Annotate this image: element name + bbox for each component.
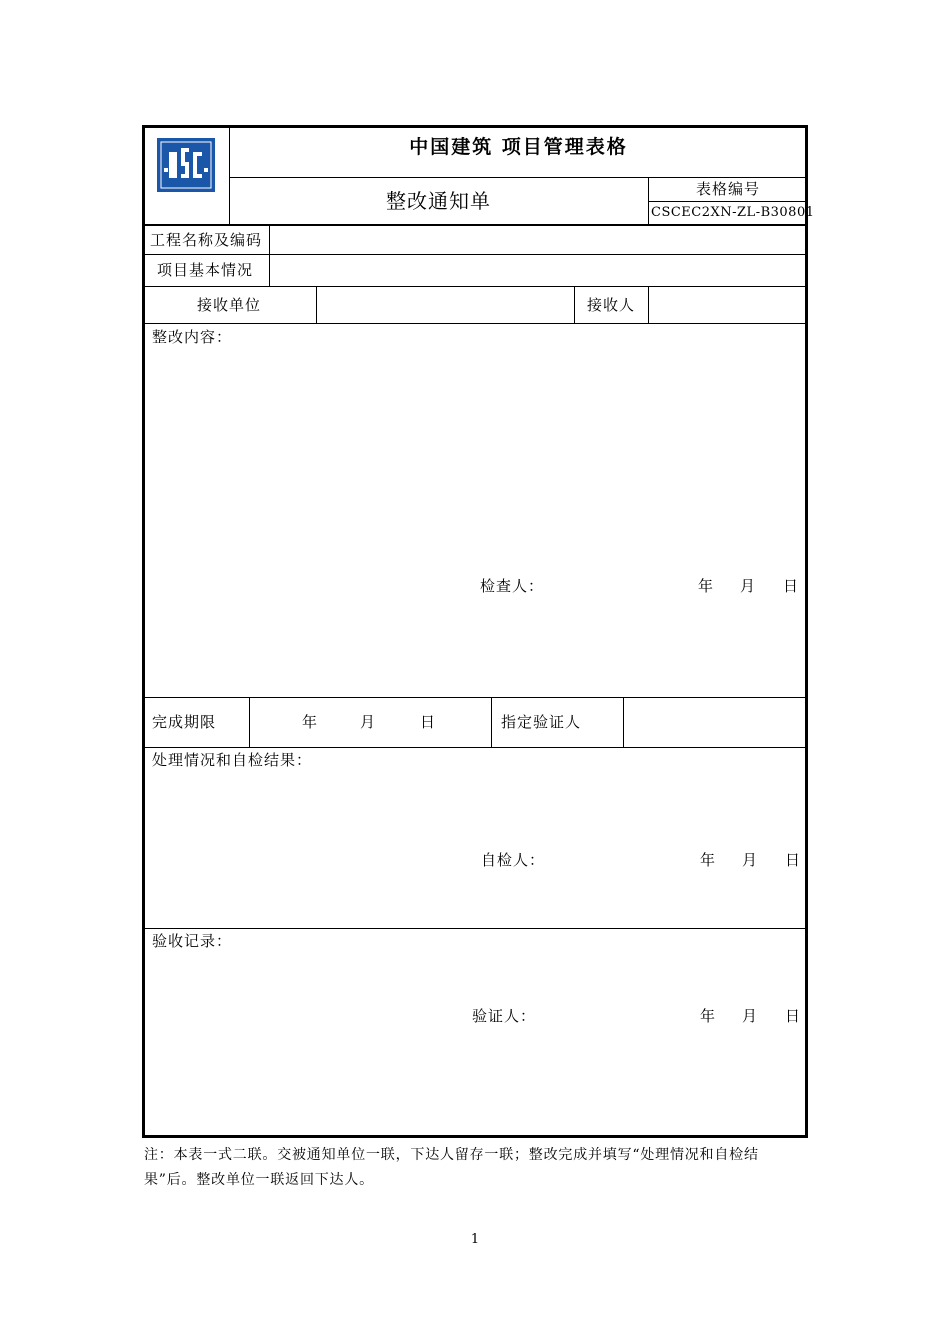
inspection-day: 日 [783,577,800,595]
page-number: 1 [470,1232,480,1247]
project-info-label: 项目基本情况 [157,261,254,279]
deadline-year: 年 [302,713,319,731]
row-divider [491,698,492,747]
verification-day: 日 [785,1007,802,1025]
rectification-content-label: 整改内容： [152,328,233,346]
row-rule [144,286,806,287]
title-rule [229,177,806,178]
inspector-label: 检查人： [480,577,545,595]
handling-label: 处理情况和自检结果： [152,751,313,769]
form-name: 整改通知单 [386,189,491,213]
header-divider [229,127,230,224]
verifier-label: 验证人： [472,1007,537,1025]
deadline-label: 完成期限 [152,713,217,731]
row-rule [144,254,806,255]
deadline-month: 月 [360,713,377,731]
row-divider [574,287,575,324]
row-rule [144,697,806,698]
verification-year: 年 [700,1007,717,1025]
row-divider [269,225,270,287]
form-number-rule [648,201,806,202]
acceptance-label: 验收记录： [152,932,233,950]
footnote: 注：本表一式二联。交被通知单位一联，下达人留存一联；整改完成并填写“处理情况和自检结果”后。整改单位一联返回下达人。 [144,1147,759,1188]
cscec-logo-icon [157,138,215,192]
row-rule [144,747,806,748]
project-name-label: 工程名称及编码 [150,231,263,249]
form-number-label: 表格编号 [696,180,761,198]
deadline-day: 日 [420,713,437,731]
row-divider [648,287,649,324]
self-inspection-month: 月 [742,851,759,869]
inspection-year: 年 [698,577,715,595]
self-inspection-year: 年 [700,851,717,869]
designated-verifier-label: 指定验证人 [501,713,582,731]
row-divider [249,698,250,747]
verification-month: 月 [742,1007,759,1025]
row-divider [623,698,624,747]
row-rule [144,323,806,324]
header-bottom-rule [144,224,806,226]
receiving-unit-label: 接收单位 [197,296,262,314]
inspection-month: 月 [740,577,757,595]
form-number: CSCEC2XN-ZL-B30801 [651,205,815,220]
self-inspector-label: 自检人： [481,851,546,869]
row-rule [144,928,806,929]
self-inspection-day: 日 [785,851,802,869]
row-divider [316,287,317,324]
receiver-label: 接收人 [587,296,636,314]
page-title: 中国建筑 项目管理表格 [409,136,628,158]
